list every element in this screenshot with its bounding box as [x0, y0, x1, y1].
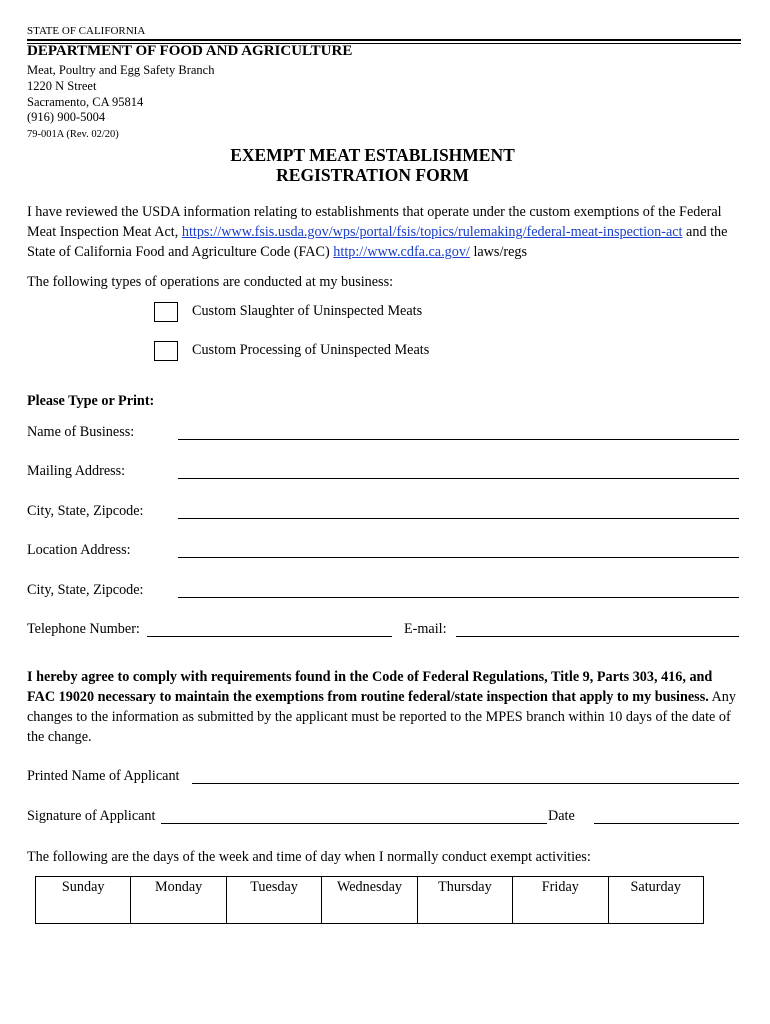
intro-text-1: I have reviewed the USDA information relating to establishments that operate under the custom exemptions of the Federal Meat Inspection Meat Act,: [27, 204, 722, 240]
state-label: STATE OF CALIFORNIA: [27, 25, 146, 37]
form-number: 79-001A (Rev. 02/20): [27, 129, 119, 140]
day-sunday[interactable]: Sunday: [36, 877, 131, 923]
telephone-field[interactable]: [147, 620, 392, 637]
street-address: 1220 N Street: [27, 79, 97, 93]
custom-processing-label: Custom Processing of Uninspected Meats: [192, 342, 430, 358]
signature-label: Signature of Applicant: [27, 808, 156, 824]
cdfa-link[interactable]: http://www.cdfa.ca.gov/: [333, 244, 470, 260]
location-address-label: Location Address:: [27, 542, 131, 558]
intro-text-2: and the State of California Food and Agriculture Code (FAC): [27, 224, 728, 260]
type-or-print-instruction: Please Type or Print:: [27, 393, 155, 409]
day-thursday[interactable]: Thursday: [418, 877, 513, 923]
email-label: E-mail:: [404, 621, 447, 637]
city-address: Sacramento, CA 95814: [27, 95, 144, 109]
city-state-zip-field-2[interactable]: [178, 581, 739, 598]
branch-name: Meat, Poultry and Egg Safety Branch: [27, 63, 215, 77]
day-wednesday[interactable]: Wednesday: [322, 877, 417, 923]
mailing-address-label: Mailing Address:: [27, 463, 126, 479]
day-friday[interactable]: Friday: [513, 877, 608, 923]
custom-slaughter-checkbox[interactable]: [154, 302, 178, 322]
business-name-label: Name of Business:: [27, 424, 135, 440]
schedule-prompt: The following are the days of the week and time of day when I normally conduct exempt activities:: [27, 849, 591, 865]
department-title: DEPARTMENT OF FOOD AND AGRICULTURE: [27, 43, 353, 59]
days-table: [35, 876, 704, 924]
usda-link[interactable]: https://www.fsis.usda.gov/wps/portal/fsis/topics/rulemaking/federal-meat-inspection-act: [181, 224, 683, 240]
city-state-zip-label-2: City, State, Zipcode:: [27, 582, 144, 598]
custom-slaughter-label: Custom Slaughter of Uninspected Meats: [192, 303, 423, 319]
phone-number: (916) 900-5004: [27, 110, 106, 124]
day-saturday[interactable]: Saturday: [630, 879, 681, 895]
business-name-field[interactable]: [178, 423, 739, 440]
printed-name-label: Printed Name of Applicant: [27, 768, 180, 784]
signature-field[interactable]: [161, 807, 547, 824]
location-address-field[interactable]: [178, 541, 739, 558]
header-rule: [27, 39, 741, 41]
date-field[interactable]: [594, 807, 739, 824]
city-state-zip-label-1: City, State, Zipcode:: [27, 503, 144, 519]
day-tuesday[interactable]: Tuesday: [227, 877, 322, 923]
date-label: Date: [548, 808, 575, 824]
printed-name-field[interactable]: [192, 767, 739, 784]
agreement-paragraph: [27, 667, 739, 747]
mailing-address-field[interactable]: [178, 462, 739, 479]
agreement-normal-text: Any changes to the information as submitted by the applicant must be reported to the MPES branch within 10 days of the date of the change.: [27, 689, 736, 745]
operations-prompt: The following types of operations are conducted at my business:: [27, 274, 394, 290]
telephone-label: Telephone Number:: [27, 621, 140, 637]
city-state-zip-field-1[interactable]: [178, 502, 739, 519]
intro-paragraph: [27, 202, 739, 262]
intro-text-3: laws/regs: [469, 244, 528, 260]
agreement-bold-text: I hereby agree to comply with requirements found in the Code of Federal Regulations, Title 9, Parts 303, 416, and FAC 19020 necessary to maintain the exemptions from routine federal/state inspection that apply to my business.: [27, 669, 713, 705]
custom-processing-checkbox[interactable]: [154, 341, 178, 361]
day-monday[interactable]: Monday: [131, 877, 226, 923]
email-field[interactable]: [456, 620, 739, 637]
form-title-line2: REGISTRATION FORM: [276, 165, 469, 185]
form-title-line1: EXEMPT MEAT ESTABLISHMENT: [230, 145, 515, 165]
